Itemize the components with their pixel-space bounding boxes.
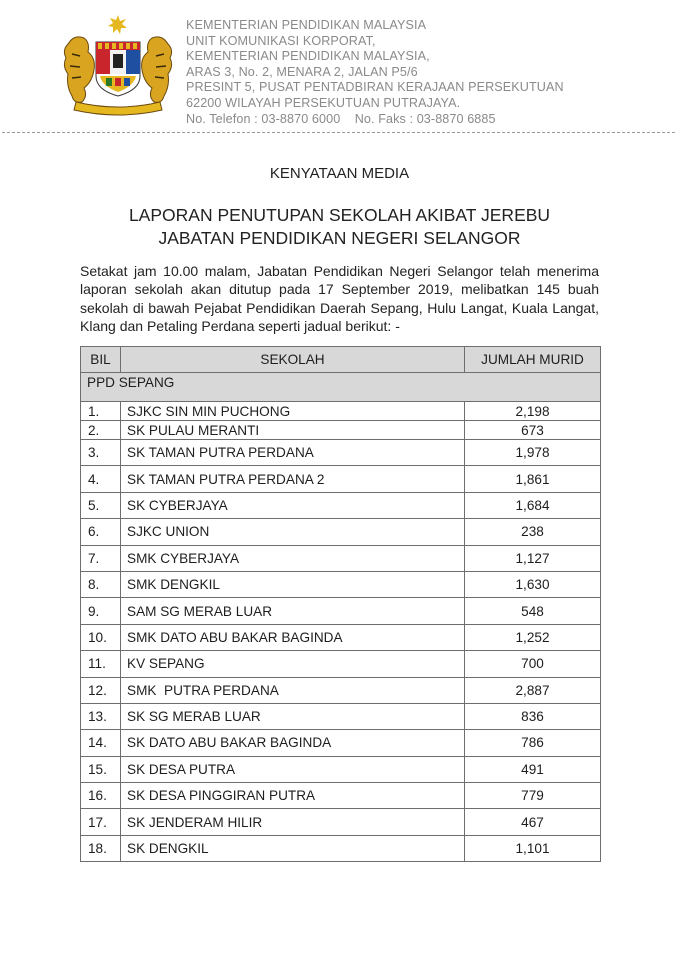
table-row: [81, 571, 601, 597]
address-line: ARAS 3, No. 2, MENARA 2, JALAN P5/6: [186, 64, 418, 79]
table-row: [81, 677, 601, 703]
student-count: 1,630: [465, 571, 601, 597]
school-name: SK JENDERAM HILIR: [121, 809, 465, 835]
school-name: SK DATO ABU BAKAR BAGINDA: [121, 730, 465, 756]
table-row: [81, 756, 601, 782]
school-name: SK DESA PUTRA: [121, 756, 465, 782]
school-name: SJKC UNION: [121, 519, 465, 545]
row-number: 15.: [81, 756, 121, 782]
row-number: 11.: [81, 651, 121, 677]
address-line: KEMENTERIAN PENDIDIKAN MALAYSIA: [186, 18, 427, 32]
row-number: 4.: [81, 466, 121, 492]
table-row: [81, 703, 601, 729]
row-number: 16.: [81, 783, 121, 809]
report-title: [0, 204, 679, 250]
column-header-bil: BIL: [81, 347, 121, 373]
report-title-line: JABATAN PENDIDIKAN NEGERI SELANGOR: [158, 228, 521, 248]
student-count: 2,198: [465, 402, 601, 421]
table-row: [81, 624, 601, 650]
contact-line: No. Telefon : 03-8870 6000 No. Faks : 03-8870 6885: [186, 111, 496, 126]
document-type-heading: KENYATAAN MEDIA: [269, 165, 410, 182]
row-number: 14.: [81, 730, 121, 756]
school-name: SK TAMAN PUTRA PERDANA 2: [121, 466, 465, 492]
address-line: KEMENTERIAN PENDIDIKAN MALAYSIA,: [186, 49, 430, 64]
table-row: [81, 545, 601, 571]
report-title-line: LAPORAN PENUTUPAN SEKOLAH AKIBAT JEREBU: [128, 205, 551, 225]
table-row: [81, 730, 601, 756]
school-rows: [81, 402, 601, 862]
row-number: 5.: [81, 492, 121, 518]
table-row: [81, 835, 601, 861]
student-count: 467: [465, 809, 601, 835]
row-number: 7.: [81, 545, 121, 571]
school-name: SK DESA PINGGIRAN PUTRA: [121, 783, 465, 809]
student-count: 700: [465, 651, 601, 677]
row-number: 10.: [81, 624, 121, 650]
school-name: SMK CYBERJAYA: [121, 545, 465, 571]
school-closure-table: [80, 346, 601, 862]
school-name: SK SG MERAB LUAR: [121, 703, 465, 729]
row-number: 2.: [81, 421, 121, 440]
student-count: 1,684: [465, 492, 601, 518]
header-divider: [2, 132, 675, 133]
row-number: 12.: [81, 677, 121, 703]
address-line: UNIT KOMUNIKASI KORPORAT,: [186, 33, 376, 48]
school-name: SK TAMAN PUTRA PERDANA: [121, 440, 465, 466]
student-count: 1,978: [465, 440, 601, 466]
school-name: SMK PUTRA PERDANA: [121, 677, 465, 703]
row-number: 9.: [81, 598, 121, 624]
row-number: 17.: [81, 809, 121, 835]
school-name: SMK DATO ABU BAKAR BAGINDA: [121, 624, 465, 650]
table-row: [81, 519, 601, 545]
student-count: 779: [465, 783, 601, 809]
address-line: PRESINT 5, PUSAT PENTADBIRAN KERAJAAN PERSEKUTUAN: [186, 80, 564, 95]
student-count: 1,127: [465, 545, 601, 571]
school-name: SMK DENGKIL: [121, 571, 465, 597]
student-count: 238: [465, 519, 601, 545]
row-number: 3.: [81, 440, 121, 466]
student-count: 1,252: [465, 624, 601, 650]
ministry-address: [186, 18, 564, 127]
school-name: SK PULAU MERANTI: [121, 421, 465, 440]
table-row: [81, 598, 601, 624]
table-row: [81, 651, 601, 677]
school-name: SJKC SIN MIN PUCHONG: [121, 402, 465, 421]
student-count: 491: [465, 756, 601, 782]
student-count: 1,861: [465, 466, 601, 492]
table-row: [81, 402, 601, 421]
row-number: 18.: [81, 835, 121, 861]
table-row: [81, 466, 601, 492]
student-count: 786: [465, 730, 601, 756]
table-row: [81, 440, 601, 466]
column-header-students: JUMLAH MURID: [465, 347, 601, 373]
row-number: 8.: [81, 571, 121, 597]
table-row: [81, 809, 601, 835]
student-count: 1,101: [465, 835, 601, 861]
letterhead: [0, 0, 679, 135]
row-number: 1.: [81, 402, 121, 421]
row-number: 13.: [81, 703, 121, 729]
address-line: 62200 WILAYAH PERSEKUTUAN PUTRAJAYA.: [186, 95, 461, 110]
table-row: [81, 492, 601, 518]
row-number: 6.: [81, 519, 121, 545]
student-count: 548: [465, 598, 601, 624]
malaysia-coat-of-arms-icon: [62, 14, 174, 118]
student-count: 836: [465, 703, 601, 729]
school-name: SK CYBERJAYA: [121, 492, 465, 518]
student-count: 2,887: [465, 677, 601, 703]
school-name: SAM SG MERAB LUAR: [121, 598, 465, 624]
district-label: PPD SEPANG: [81, 373, 601, 402]
district-row: [81, 373, 601, 402]
student-count: 673: [465, 421, 601, 440]
school-name: KV SEPANG: [121, 651, 465, 677]
table-row: [81, 783, 601, 809]
column-header-school: SEKOLAH: [121, 347, 465, 373]
table-header-row: [81, 347, 601, 373]
intro-paragraph: Setakat jam 10.00 malam, Jabatan Pendidikan Negeri Selangor telah menerima laporan sekolah akan ditutup pada 17 September 2019, melibatkan 145 buah sekolah di bawah Pejabat Pendidikan Daerah Sepang, Hulu Langat, Kuala Langat, Klang dan Petaling Perdana seperti jadual berikut: -: [80, 263, 599, 335]
school-name: SK DENGKIL: [121, 835, 465, 861]
table-row: [81, 421, 601, 440]
